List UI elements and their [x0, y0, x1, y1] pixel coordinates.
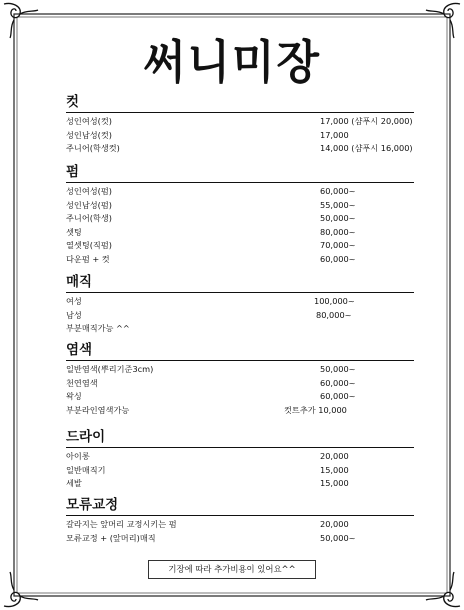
section-perm	[66, 163, 414, 266]
item-name: 남성	[66, 309, 82, 320]
item-name: 왁싱	[66, 391, 82, 401]
list-item	[66, 532, 414, 546]
item-name: 열셋팅(직펌)	[66, 240, 112, 250]
item-name: 천연염색	[66, 377, 98, 388]
list-item	[66, 450, 414, 464]
list-item	[66, 199, 414, 213]
item-price: 60,000~	[320, 186, 356, 196]
section-dry	[66, 428, 414, 491]
item-price: 70,000~	[320, 240, 356, 250]
section-heading: 매직	[66, 273, 414, 293]
list-item	[66, 390, 414, 404]
item-price: 100,000~	[314, 296, 355, 306]
item-price: 14,000 (샴푸시 16,000)	[320, 143, 413, 153]
item-name: 셋팅	[66, 226, 82, 237]
item-name: 주니어(학생)	[66, 213, 112, 223]
section-hair-correction	[66, 496, 414, 545]
section-heading: 펌	[66, 163, 414, 183]
item-name: 일반염색(뿌리기준3cm)	[66, 364, 154, 374]
item-price: 17,000 (샴푸시 20,000)	[320, 116, 413, 126]
list-item	[66, 363, 414, 377]
item-price: 20,000	[320, 451, 349, 461]
item-name: 성인여성(컷)	[66, 116, 112, 126]
list-item	[66, 239, 414, 253]
section-heading: 모류교정	[66, 496, 414, 516]
list-item	[66, 477, 414, 491]
list-item	[66, 377, 414, 391]
item-price: 60,000~	[320, 253, 356, 264]
item-name: 일반매직기	[66, 464, 106, 475]
item-name: 부분매직가능 ^^	[66, 323, 130, 333]
item-price: 15,000	[320, 478, 349, 488]
item-name: 모류교정 + (앞머리)매직	[66, 532, 156, 543]
list-item	[66, 322, 414, 336]
list-item	[66, 295, 414, 309]
item-name: 부분라인염색가능	[66, 404, 130, 415]
list-item	[66, 115, 414, 129]
item-price: 20,000	[320, 519, 349, 529]
item-price: 80,000~	[316, 309, 352, 320]
item-price: 50,000~	[320, 364, 356, 374]
list-item	[66, 518, 414, 532]
section-cut	[66, 93, 414, 156]
section-magic	[66, 273, 414, 336]
item-name: 갈라지는 앞머리 교정시키는 펌	[66, 519, 177, 529]
item-price: 17,000	[320, 129, 349, 140]
section-heading: 염색	[66, 341, 414, 361]
item-price: 55,000~	[320, 199, 356, 210]
item-name: 여성	[66, 296, 82, 306]
list-item	[66, 129, 414, 143]
list-item	[66, 185, 414, 199]
list-item	[66, 404, 414, 418]
item-price: 50,000~	[320, 532, 356, 543]
list-item	[66, 212, 414, 226]
item-name: 다운펌 + 컷	[66, 253, 110, 264]
section-heading: 드라이	[66, 428, 414, 448]
section-dye	[66, 341, 414, 417]
list-item	[66, 226, 414, 240]
item-price: 60,000~	[320, 391, 356, 401]
list-item	[66, 464, 414, 478]
item-name: 성인남성(컷)	[66, 129, 112, 140]
item-name: 아이롱	[66, 451, 90, 461]
list-item	[66, 142, 414, 156]
item-name: 세발	[66, 478, 82, 488]
item-price: 60,000~	[320, 377, 356, 388]
extra-charge-note: 기장에 따라 추가비용이 있어요^^	[148, 560, 316, 579]
item-price: 50,000~	[320, 213, 356, 223]
item-name: 주니어(학생컷)	[66, 143, 120, 153]
item-name: 성인여성(펌)	[66, 186, 112, 196]
list-item	[66, 253, 414, 267]
section-heading: 컷	[66, 93, 414, 113]
item-price: 80,000~	[320, 226, 356, 237]
page-title: 써니미장	[142, 35, 321, 90]
list-item	[66, 309, 414, 323]
item-price: 컷트추가 10,000	[284, 404, 347, 415]
item-price: 15,000	[320, 464, 349, 475]
item-name: 성인남성(펌)	[66, 199, 112, 210]
